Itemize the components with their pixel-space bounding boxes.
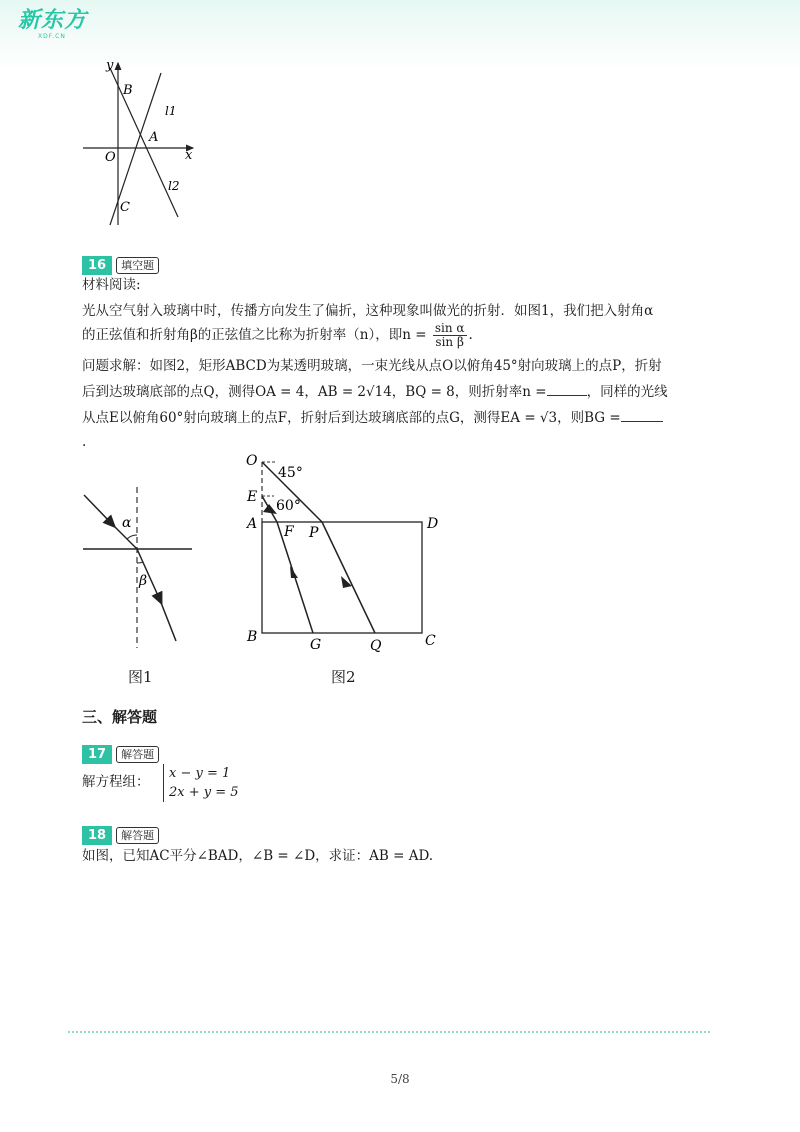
question-16-header <box>82 256 159 275</box>
q16-line-6 <box>82 409 663 427</box>
figure-2-diagram <box>240 448 445 653</box>
q16-line-3-text: 的正弦值和折射角β的正弦值之比称为折射率（n），即n = <box>82 327 427 343</box>
label-x: x <box>185 148 193 163</box>
refraction-fraction <box>433 322 467 349</box>
label-C: C <box>120 200 130 215</box>
q16-line-5-end: ，同样的光线 <box>586 384 668 400</box>
question-number: 18 <box>82 826 112 845</box>
beta-label: β <box>139 573 148 589</box>
logo-subtext: XDF.CN <box>38 33 66 40</box>
figure-2-caption: 图2 <box>331 668 356 686</box>
beta-arc <box>137 562 143 563</box>
section-title: 三、解答题 <box>82 708 158 726</box>
label-O: O <box>105 150 116 165</box>
label-P: P <box>309 525 319 541</box>
q18-text: 如图，已知AC平分∠BAD，∠B = ∠D，求证：AB = AD. <box>82 848 434 864</box>
logo-text: 新东方 <box>18 8 88 33</box>
fraction-denominator: sin β <box>435 335 464 349</box>
q16-line-7: . <box>82 434 87 450</box>
incident-ray <box>84 495 112 524</box>
question-type-tag: 解答题 <box>116 827 159 844</box>
arrow-on-EF <box>263 504 277 514</box>
question-type-tag: 填空题 <box>116 257 159 274</box>
q16-line-3 <box>82 322 473 349</box>
label-l1: l1 <box>165 104 177 118</box>
question-17-header <box>82 745 159 764</box>
question-type-tag: 解答题 <box>116 746 159 763</box>
footer-divider <box>68 1031 710 1033</box>
q16-line-1: 材料阅读: <box>82 277 141 293</box>
label-B: B <box>247 629 258 645</box>
refracted-ray-tail <box>158 595 176 641</box>
coordinate-graph <box>80 55 210 235</box>
fraction-numerator: sin α <box>434 321 465 335</box>
label-G: G <box>310 637 322 653</box>
label-O: O <box>246 453 258 469</box>
question-number: 16 <box>82 256 112 275</box>
label-B: B <box>123 83 133 98</box>
label-y: y <box>106 58 114 73</box>
q16-line-2: 光从空气射入玻璃中时，传播方向发生了偏折，这种现象叫做光的折射．如图1，我们把入射角α <box>82 303 654 319</box>
q16-line-4: 问题求解：如图2，矩形ABCD为某透明玻璃，一束光线从点O以俯角45°射向玻璃上的点P，折射 <box>82 358 662 374</box>
label-A: A <box>247 516 258 532</box>
label-Q: Q <box>370 638 382 654</box>
equation-1: x − y = 1 <box>169 766 231 781</box>
alpha-arc <box>127 535 137 539</box>
alpha-label: α <box>122 515 132 531</box>
q16-line-5 <box>82 383 668 401</box>
equation-system <box>163 764 239 802</box>
label-l2: l2 <box>168 179 180 193</box>
q16-line-6-text: 从点E以俯角60°射向玻璃上的点F，折射后到达玻璃底部的点G，测得EA = √3，则BG = <box>82 410 621 426</box>
answer-blank-2 <box>621 421 663 422</box>
page-number: 5/8 <box>390 1072 410 1086</box>
label-C: C <box>425 633 436 649</box>
brand-logo <box>18 8 88 40</box>
figure-1-diagram <box>80 485 195 650</box>
q16-line-3-end: . <box>468 327 473 343</box>
label-60-degrees: 60° <box>276 498 301 514</box>
ray-PQ <box>322 522 375 633</box>
q17-prompt: 解方程组： <box>82 774 150 790</box>
label-F: F <box>284 524 294 540</box>
label-45-degrees: 45° <box>278 465 303 481</box>
equation-2: 2x + y = 5 <box>169 785 239 800</box>
label-E: E <box>247 489 258 505</box>
figure-1-caption: 图1 <box>128 668 153 686</box>
question-number: 17 <box>82 745 112 764</box>
label-D: D <box>427 516 439 532</box>
q16-line-5-text: 后到达玻璃底部的点Q，测得OA = 4，AB = 2√14，BQ = 8，则折射率n = <box>82 384 547 400</box>
question-18-header <box>82 826 159 845</box>
label-A: A <box>149 130 159 145</box>
answer-blank-1 <box>547 395 587 396</box>
